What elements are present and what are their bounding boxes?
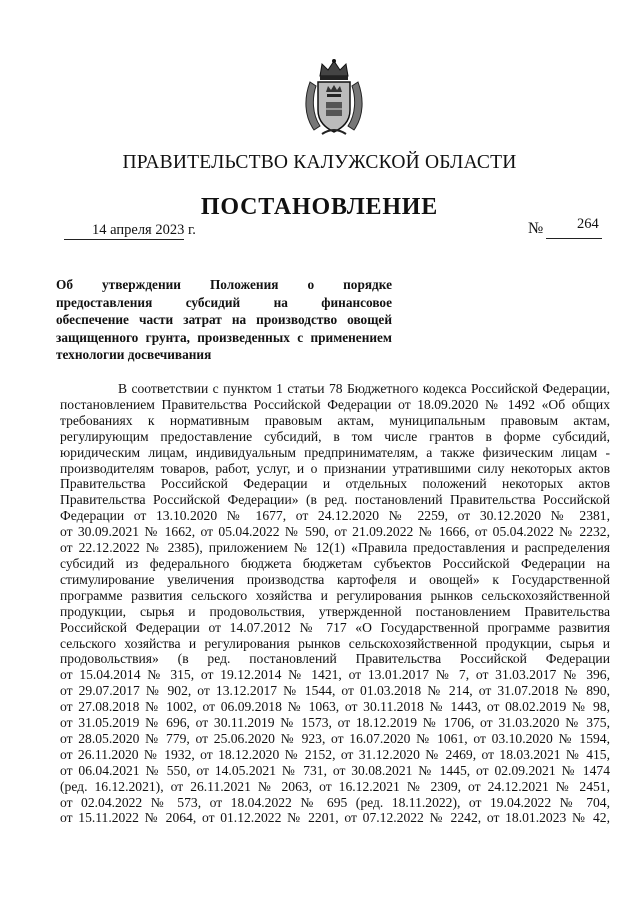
- subject-line: Об утверждении Положения о порядке: [56, 277, 392, 292]
- body-line: стимулирование увеличения производства картофеля и овощей» к Государственной: [60, 571, 610, 587]
- body-line: субсидий из федерального бюджета бюджетам субъектов Российской Федерации на: [60, 555, 610, 571]
- document-type-heading: ПОСТАНОВЛЕНИЕ: [200, 194, 439, 220]
- body-line: от 29.07.2017 № 902, от 13.12.2017 № 1544, от 01.03.2018 № 214, от 31.07.2018 № 890,: [60, 683, 610, 699]
- body-line: продовольствия» (в ред. постановлений Правительства Российской Федерации: [60, 651, 610, 667]
- body-line: от 15.04.2014 № 315, от 19.12.2014 № 1421, от 13.01.2017 № 7, от 31.03.2017 № 396,: [60, 667, 610, 683]
- organization-title: ПРАВИТЕЛЬСТВО КАЛУЖСКОЙ ОБЛАСТИ: [122, 152, 517, 173]
- subject-line: предоставления субсидий на финансовое: [56, 294, 392, 310]
- subject-line: технологии досвечивания: [56, 347, 212, 362]
- document-date: 14 апреля 2023 г.: [92, 222, 196, 238]
- body-line: от 26.11.2020 № 1932, от 18.12.2020 № 2152, от 31.12.2020 № 2469, от 18.03.2021 № 415,: [60, 746, 610, 762]
- body-line: постановлением Правительства Российской Федерации от 18.09.2020 № 1492 «Об общих: [60, 396, 610, 412]
- body-line: от 31.05.2019 № 696, от 30.11.2019 № 1573, от 18.12.2019 № 1706, от 31.03.2020 № 375,: [60, 715, 610, 731]
- document-subject: [56, 276, 392, 364]
- body-line: юридическим лицам, индивидуальным предпринимателям, а также физическим лицам -: [60, 444, 610, 460]
- body-line: программе развития сельского хозяйства и регулирования рынков сельскохозяйственной: [60, 587, 610, 603]
- subject-line: защищенного грунта, произведенных с применением: [56, 329, 392, 345]
- body-line: Российской Федерации от 14.07.2012 № 717 «О Государственной программе развития: [60, 619, 610, 635]
- document-body: [60, 381, 610, 826]
- body-line: продукции, сырья и продовольствия, утвержденной постановлением Правительства: [60, 603, 610, 619]
- body-line: Правительства Российской Федерации и отдельных положений некоторых актов: [60, 476, 610, 492]
- body-line: В соответствии с пунктом 1 статьи 78 Бюджетного кодекса Российской Федерации,: [118, 381, 610, 396]
- body-line: от 02.04.2022 № 573, от 18.04.2022 № 695 (ред. 18.11.2022), от 19.04.2022 № 704,: [60, 794, 610, 810]
- body-line: от 28.05.2020 № 779, от 25.06.2020 № 923, от 16.07.2020 № 1061, от 03.10.2020 № 1594,: [60, 730, 610, 746]
- body-line: от 30.09.2021 № 1662, от 05.04.2022 № 590, от 21.09.2022 № 1666, от 05.04.2022 № 2232,: [60, 524, 610, 540]
- number-label: №: [528, 220, 544, 237]
- body-line: от 06.04.2021 № 550, от 14.05.2021 № 731, от 30.08.2021 № 1445, от 02.09.2021 № 1474: [60, 762, 610, 778]
- body-line: Федерации от 13.10.2020 № 1677, от 24.12.2020 № 2259, от 30.12.2020 № 2381,: [60, 508, 610, 524]
- subject-line: обеспечение части затрат на производство овощей: [56, 312, 392, 327]
- body-line: от 27.08.2018 № 1002, от 06.09.2018 № 1063, от 30.11.2018 № 1443, от 08.02.2019 № 98,: [60, 699, 610, 715]
- body-line: производителям товаров, работ, услуг, и о признании утратившими силу некоторых актов: [60, 460, 610, 476]
- body-line: сельского хозяйства и регулирования рынков сельскохозяйственной продукции, сырья и: [60, 635, 610, 651]
- date-underline: [64, 239, 184, 240]
- body-line: (ред. 16.12.2021), от 26.11.2021 № 2063, от 16.12.2021 № 2309, от 24.12.2021 № 2451,: [60, 778, 610, 794]
- body-line: от 15.11.2022 № 2064, от 01.12.2022 № 2201, от 07.12.2022 № 2242, от 18.01.2023 № 42,: [60, 810, 610, 826]
- body-line: регулирующим предоставление субсидий, в том числе грантов в форме субсидий,: [60, 428, 610, 444]
- coat-of-arms-icon: [300, 58, 368, 138]
- number-underline: [546, 238, 602, 239]
- body-line: Правительства Российской Федерации» (в ред. постановлений Правительства Российской: [60, 492, 610, 508]
- body-line: от 22.12.2022 № 2385), приложением № 12(1) «Правила предоставления и распределения: [60, 540, 610, 556]
- body-line: требованиях к нормативным правовым актам, муниципальным правовым актам,: [60, 412, 610, 428]
- document-number: 264: [577, 216, 599, 232]
